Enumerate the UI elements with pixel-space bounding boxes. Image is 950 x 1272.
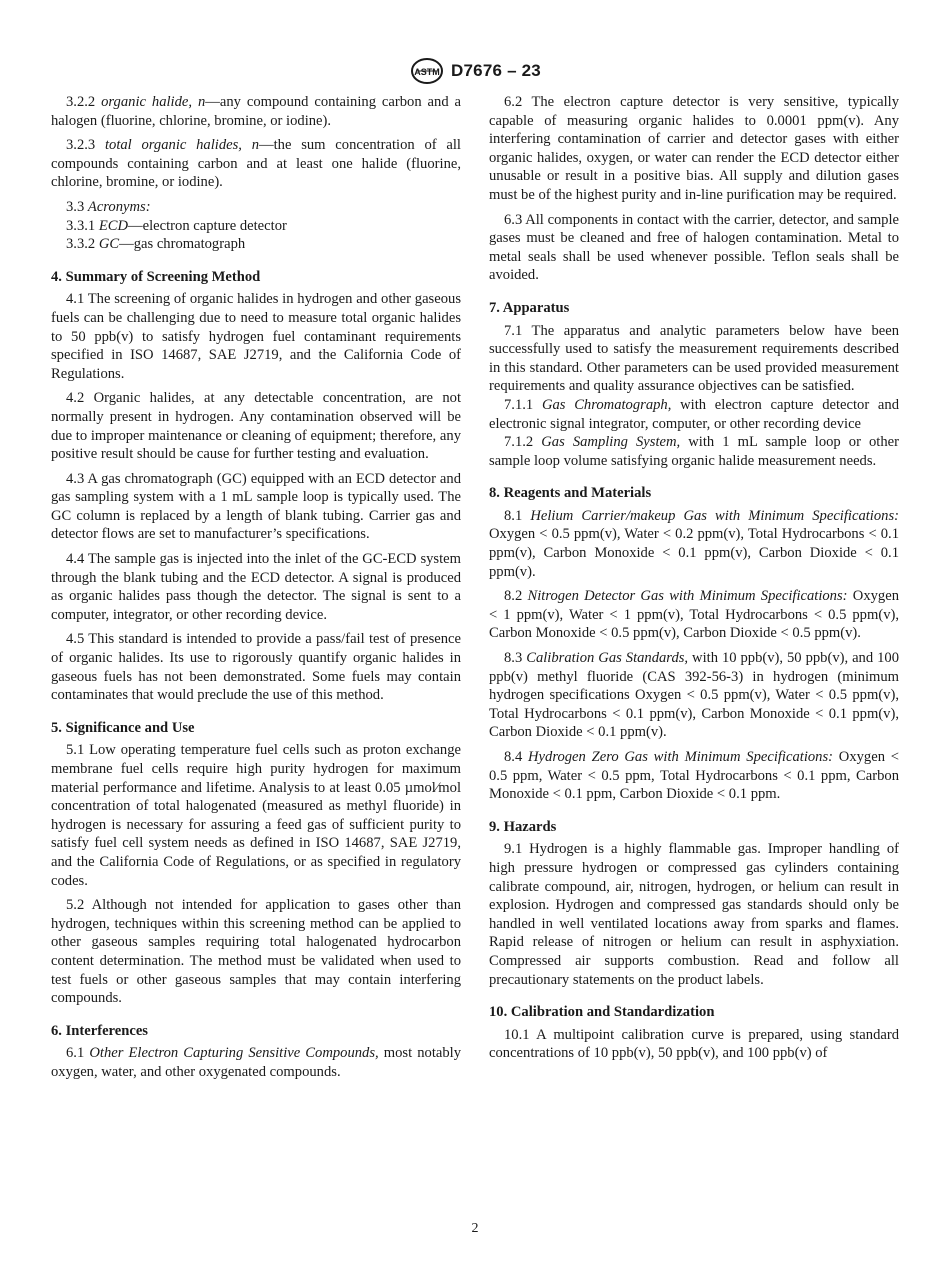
paragraph-3-3-2: 3.3.2 GC—gas chromatograph — [66, 236, 246, 253]
section-heading-7: 7. Apparatus — [489, 299, 570, 316]
paragraph-4-4: 4.4 The sample gas is injected into the inlet of the GC-ECD system through the blank tubing and the ECD detector. A signal is produced as organic halides pass though the detector. The signal is sent to a computer, integrator, or other recording device. — [51, 551, 461, 623]
section-heading-10: 10. Calibration and Standardization — [489, 1004, 715, 1021]
page-number: 2 — [471, 1221, 479, 1236]
paragraph-9-1: 9.1 Hydrogen is a highly flammable gas. Improper handling of high pressure hydrogen or compressed gas cylinders containing calibrate compound, air, nitrogen, hydrogen, or helium can result in explosion. Hydrogen and compressed gas standards should only be handled in well ventilated locations away from sparks and flames. Rapid release of nitrogen or helium can result in asphyxiation. Compressed air supports combustion. Read and follow all precautionary statements on the product labels. — [489, 841, 899, 988]
paragraph-8-4: 8.4 Hydrogen Zero Gas with Minimum Specifications: Oxygen < 0.5 ppm, Water < 0.5 ppm, Total Hydrocarbons < 0.1 ppm, Carbon Monoxide < 0.1 ppm, Carbon Dioxide < 0.1 ppm. — [489, 749, 899, 803]
paragraph-7-1-2: 7.1.2 Gas Sampling System, with 1 mL sample loop or other sample loop volume satisfying organic halide measurement needs. — [489, 434, 899, 469]
paragraph-4-3: 4.3 A gas chromatograph (GC) equipped with an ECD detector and gas sampling system with a 1 mL sample loop is typically used. The GC column is replaced by a length of blank tubing. Carrier gas and detector flows are set to manufacturer’s specifications. — [51, 470, 461, 543]
paragraph-6-3: 6.3 All components in contact with the carrier, detector, and sample gases must be cleaned and free of halogen contamination. Metal to metal seals shall be used whenever possible. Teflon seals shall be avoided. — [489, 211, 899, 284]
document-id: D7676 – 23 — [451, 61, 541, 80]
astm-logo-icon — [409, 56, 445, 86]
paragraph-8-3: 8.3 Calibration Gas Standards, with 10 ppb(v), 50 ppb(v), and 100 ppb(v) methyl fluoride (CAS 392-56-3) in hydrogen (minimum hydrogen specifications Oxygen < 0.5 ppm(v), Water < 0.5 ppm(v), Total Hydrocarbons < 0.1 ppm(v), Carbon Monoxide < 0.1 ppm(v), Carbon Dioxide < 0.1 ppm(v). — [489, 650, 899, 741]
paragraph-8-2: 8.2 Nitrogen Detector Gas with Minimum Specifications: Oxygen < 1 ppm(v), Water < 1 ppm(v), Total Hydrocarbons < 0.5 ppm(v), Carbon Monoxide < 0.5 ppm(v), Carbon Dioxide < 0.5 ppm(v). — [489, 588, 899, 642]
paragraph-6-1: 6.1 Other Electron Capturing Sensitive Compounds, most notably oxygen, water, and other oxygenated compounds. — [51, 1045, 462, 1080]
paragraph-3-2-2: 3.2.2 organic halide, n—any compound containing carbon and a halogen (fluorine, chlorine, bromine, or iodine). — [51, 94, 462, 129]
section-heading-5: 5. Significance and Use — [51, 719, 195, 736]
svg-text:ASTM: ASTM — [414, 67, 440, 77]
right-column — [489, 93, 899, 1069]
section-heading-9: 9. Hazards — [489, 818, 557, 835]
paragraph-4-1: 4.1 The screening of organic halides in hydrogen and other gaseous fuels can be challenging due to need to measure total organic halides to 50 ppb(v) to satisfy hydrogen fuel contaminant requirements specified in ISO 14687, SAE J2719, and the California Code of Regulations. — [51, 291, 461, 382]
paragraph-8-1: 8.1 Helium Carrier/makeup Gas with Minimum Specifications: Oxygen < 0.5 ppm(v), Water < 0.2 ppm(v), Total Hydrocarbons < 0.1 ppm(v), Carbon Monoxide < 0.1 ppm(v), Carbon Dioxide < 0.1 ppm(v). — [489, 507, 899, 580]
paragraph-3-2-3: 3.2.3 total organic halides, n—the sum concentration of all compounds containing carbon and at least one halide (fluorine, chlorine, bromine, or iodine). — [51, 137, 461, 191]
section-heading-6: 6. Interferences — [51, 1022, 148, 1039]
left-column — [51, 93, 461, 1088]
paragraph-4-2: 4.2 Organic halides, at any detectable concentration, are not normally present in hydrogen. Any contamination observed will be due to improper maintenance or cleaning of equipment; therefore, any positive result should be cause for further testing and evaluation. — [51, 390, 461, 463]
paragraph-7-1: 7.1 The apparatus and analytic parameters below have been successfully used to satisfy the measurement requirements described in this standard. Other parameters can be used provided measurement requirements and quality assurance objectives can be satisfied. — [489, 322, 899, 395]
paragraph-10-1: 10.1 A multipoint calibration curve is prepared, using standard concentrations of 10 ppb(v), 50 ppb(v), and 100 ppb(v) of — [489, 1026, 899, 1062]
paragraph-6-2: 6.2 The electron capture detector is very sensitive, typically capable of measuring organic halides to 0.0001 ppm(v). Any interfering contamination of carrier and detector gases with either organic halides, oxygen, or water can render the ECD detector either unusable or result in a positive bias. All supply and dilution gases must be of the highest purity and in-line purification may be required. — [489, 94, 899, 203]
paragraph-5-2: 5.2 Although not intended for application to gases other than hydrogen, techniques within this screening method can be applied to other gaseous samples requiring total halogenated hydrocarbon content determination. The method must be validated when used to test fuels or other gaseous samples that may contain interfering compounds. — [51, 897, 461, 1007]
paragraph-4-5: 4.5 This standard is intended to provide a pass/fail test of presence of organic halides. Its use to rigorously quantify organic halides in gaseous fuels has not been demonstrated. Some fuels may contain contaminates that would preclude the use of this method. — [51, 631, 461, 704]
page-header — [0, 56, 950, 86]
paragraph-5-1: 5.1 Low operating temperature fuel cells such as proton exchange membrane fuel cells require high purity hydrogen for maximum material performance and lifetime. Analysis to at least 0.05 µmol⁄mol concentration of total halogenated (measured as methyl fluoride) in hydrogen is necessary for assuring a feed gas of sufficient purity to satisfy fuel cell system needs as defined in ISO 14687, SAE J2719, and the California Code of Regulations, or as specified in regulatory codes. — [51, 742, 461, 889]
section-heading-4: 4. Summary of Screening Method — [51, 268, 261, 285]
section-heading-8: 8. Reagents and Materials — [489, 485, 652, 502]
paragraph-3-3: 3.3 Acronyms: — [66, 198, 151, 215]
paragraph-3-3-1: 3.3.1 ECD—electron capture detector — [66, 217, 287, 234]
paragraph-7-1-1: 7.1.1 Gas Chromatograph, with electron capture detector and electronic signal integrator, computer, or other recording device — [489, 396, 899, 432]
